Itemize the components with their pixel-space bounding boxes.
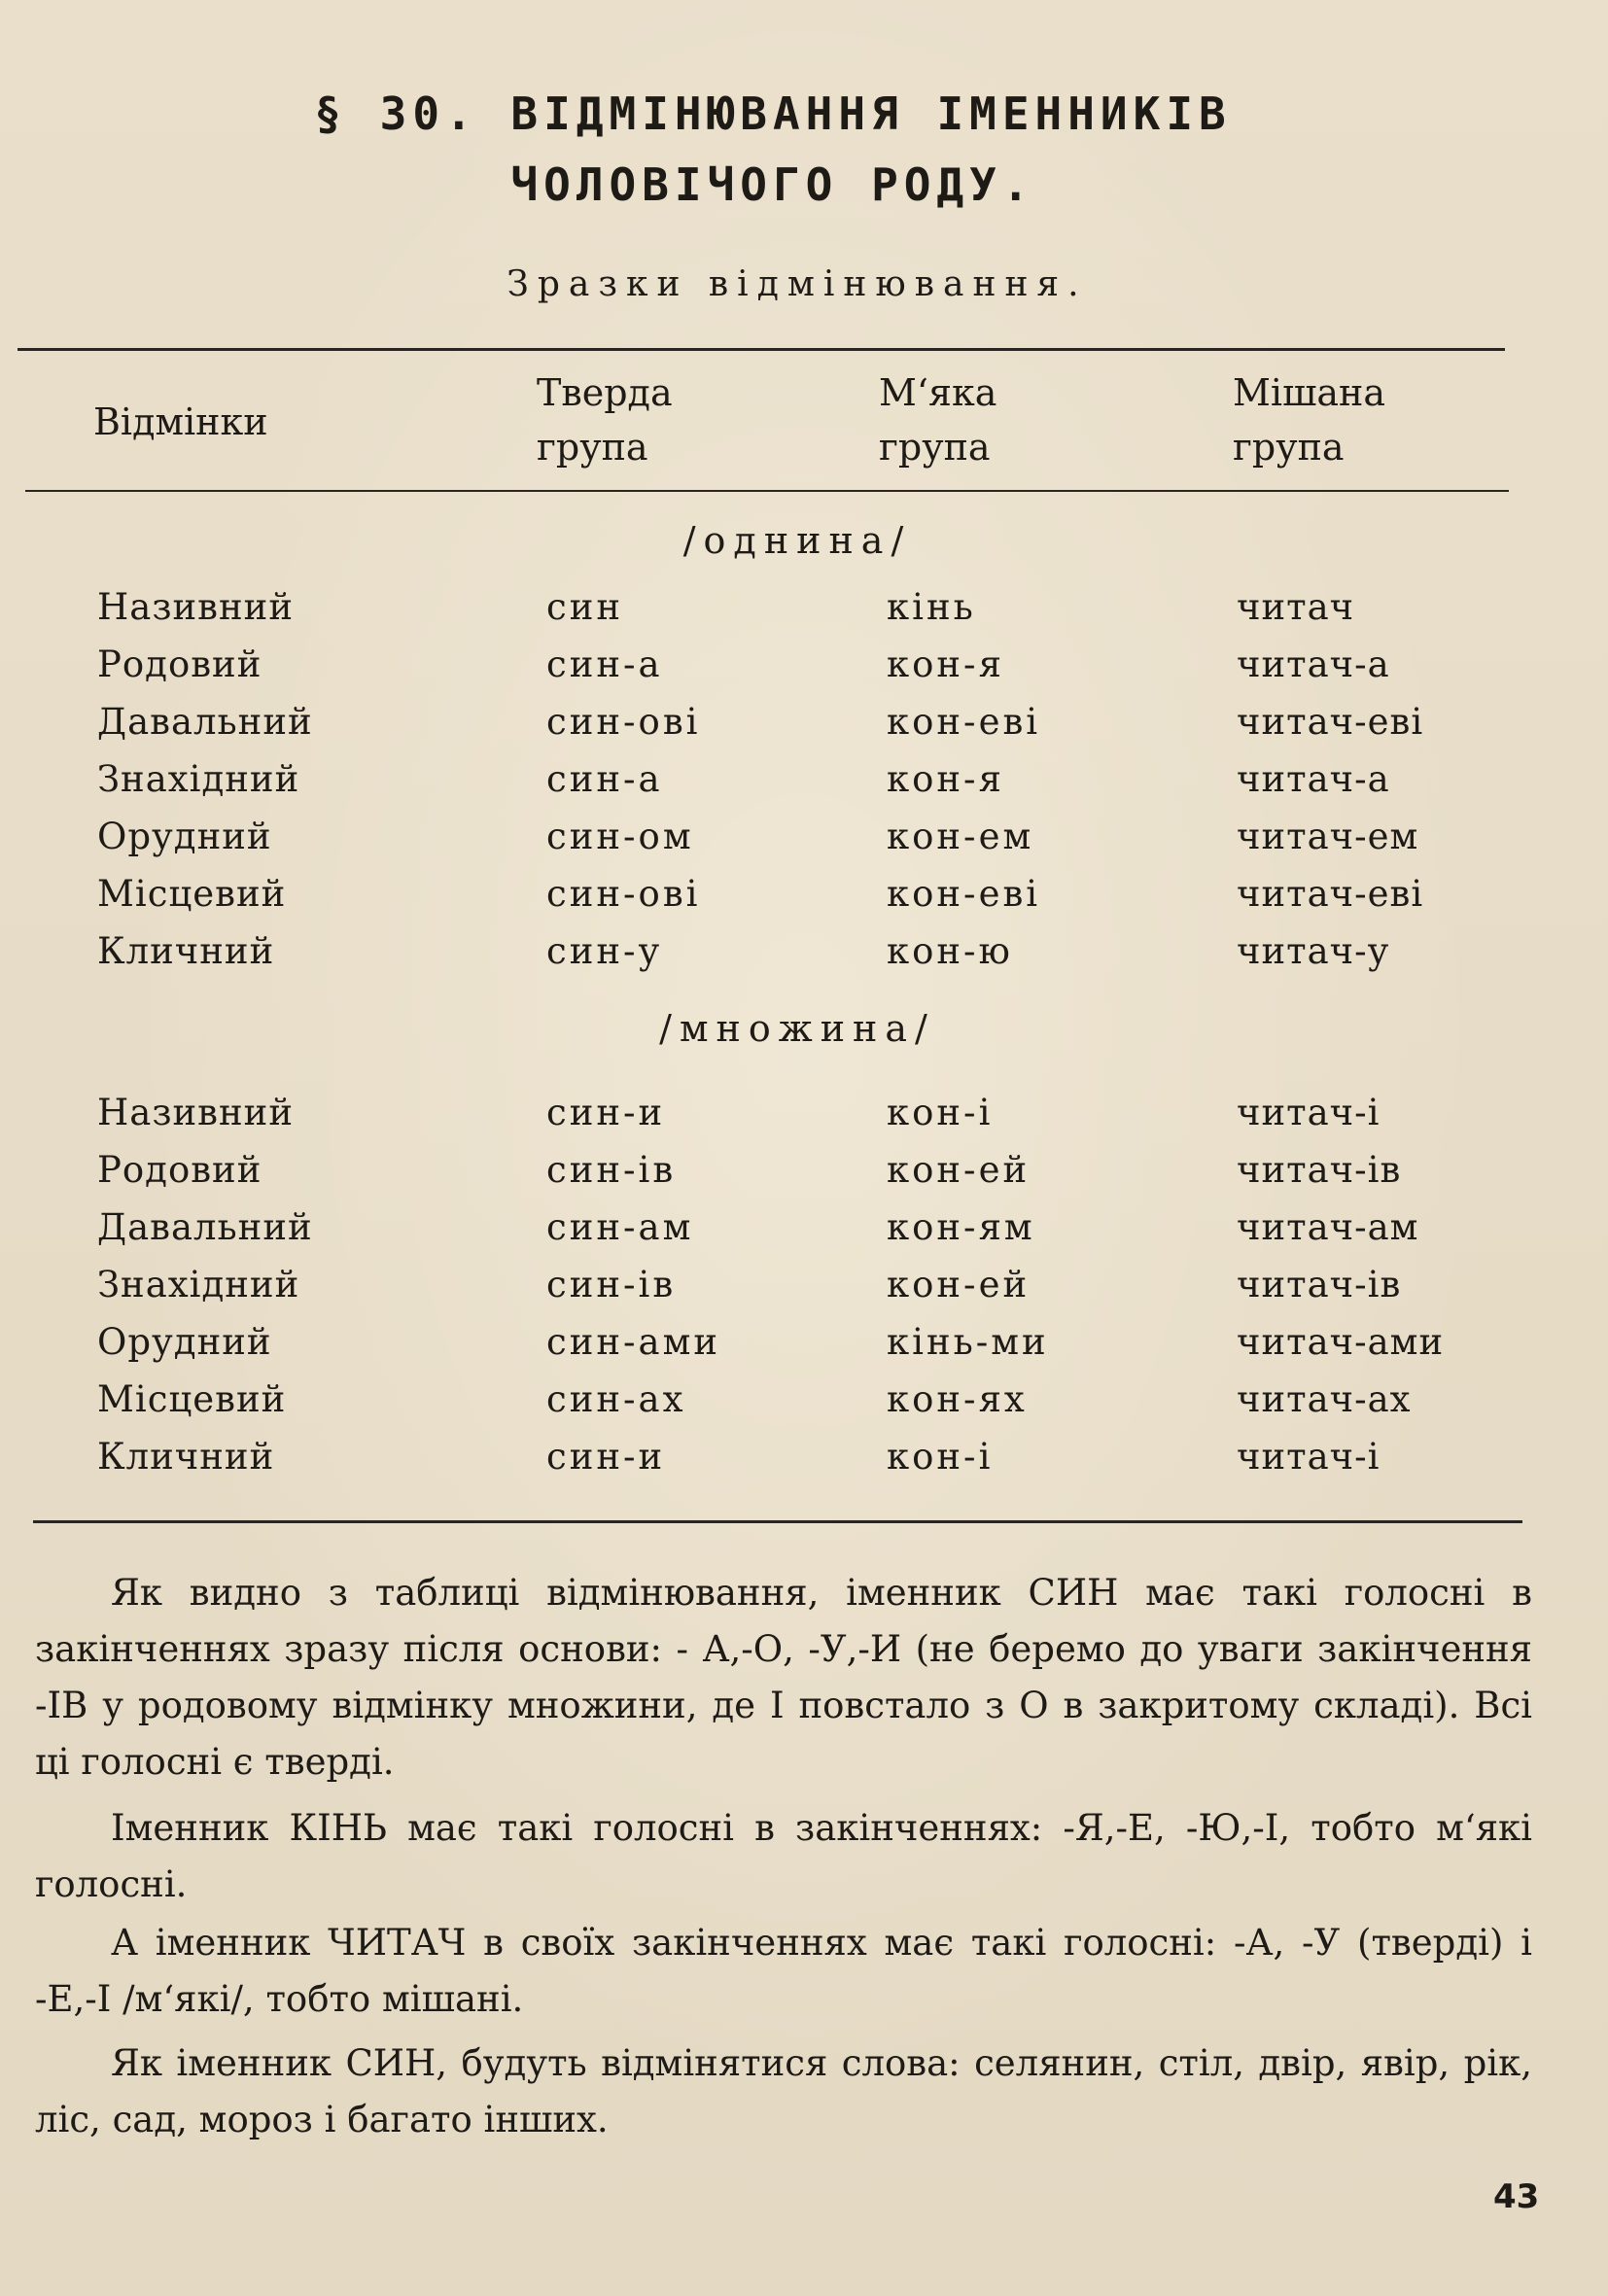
mixed-group-cell: читач (1237, 586, 1355, 628)
soft-group-cell: кон-я (887, 644, 1004, 685)
case-name-cell: Давальний (97, 701, 313, 743)
section-heading-line-2: ЧОЛОВІЧОГО РОДУ. (510, 158, 1035, 211)
column-header-mixed-line-1: Мішана (1233, 371, 1386, 414)
mixed-group-cell: читач-ем (1237, 816, 1419, 857)
case-name-cell: Місцевий (97, 873, 287, 915)
column-header-hard-line-1: Тверда (537, 371, 673, 414)
case-name-cell: Місцевий (97, 1378, 287, 1420)
case-name-cell: Кличний (97, 1436, 275, 1478)
soft-group-cell: кон-я (887, 758, 1004, 800)
table-subtitle: Зразки відмінювання. (507, 264, 1088, 304)
column-header-hard-group (537, 365, 673, 474)
hard-group-cell: син-у (546, 930, 663, 972)
table-row (0, 1149, 1608, 1203)
mixed-group-cell: читач-еві (1237, 873, 1424, 915)
column-header-soft-line-1: М‘яка (879, 371, 997, 414)
column-header-cases-text: Відмінки (93, 400, 268, 443)
table-bottom-rule (33, 1520, 1522, 1523)
hard-group-cell: син-и (546, 1092, 666, 1133)
case-name-cell: Орудний (97, 816, 272, 857)
soft-group-cell: кон-ей (887, 1264, 1031, 1305)
soft-group-cell: кінь-ми (887, 1321, 1049, 1363)
plural-section-label: /множина/ (659, 1007, 935, 1050)
column-header-soft-line-2: група (879, 426, 991, 469)
case-name-cell: Орудний (97, 1321, 272, 1363)
case-name-cell: Родовий (97, 644, 262, 685)
paragraph-kin-explanation: Іменник КІНЬ має такі голосні в закінченнях: -Я,-Е, -Ю,-І, тобто м‘які голосні. (35, 1807, 1532, 1905)
soft-group-cell: кон-і (887, 1092, 994, 1133)
soft-group-cell: кон-і (887, 1436, 994, 1478)
case-name-cell: Називний (97, 1092, 294, 1133)
case-name-cell: Називний (97, 586, 294, 628)
column-header-mixed-line-2: група (1233, 426, 1345, 469)
table-row (0, 873, 1608, 927)
column-header-soft-group (879, 365, 996, 474)
table-row (0, 1092, 1608, 1146)
table-row (0, 644, 1608, 698)
column-header-cases (93, 395, 268, 449)
section-heading-line-1: § 30. ВІДМІНЮВАННЯ ІМЕННИКІВ (314, 87, 1232, 140)
singular-section-label: /однина/ (682, 519, 912, 562)
mixed-group-cell: читач-ів (1237, 1149, 1402, 1191)
mixed-group-cell: читач-еві (1237, 701, 1424, 743)
table-header-rule (25, 490, 1509, 492)
hard-group-cell: син-ові (546, 701, 701, 743)
soft-group-cell: кон-ях (887, 1378, 1028, 1420)
hard-group-cell: син-ами (546, 1321, 721, 1363)
mixed-group-cell: читач-і (1237, 1092, 1381, 1133)
hard-group-cell: син (546, 586, 624, 628)
table-row (0, 758, 1608, 813)
hard-group-cell: син-ів (546, 1264, 677, 1305)
case-name-cell: Знахідний (97, 758, 300, 800)
soft-group-cell: кон-ем (887, 816, 1034, 857)
hard-group-cell: син-ам (546, 1206, 694, 1248)
case-name-cell: Давальний (97, 1206, 313, 1248)
table-row (0, 1264, 1608, 1318)
table-row (0, 701, 1608, 755)
paragraph-declension-examples: Як іменник СИН, будуть відмінятися слова: селянин, стіл, двір, явір, рік, ліс, сад, мороз і багато інших. (35, 2042, 1532, 2140)
soft-group-cell: кон-ям (887, 1206, 1035, 1248)
table-row (0, 930, 1608, 985)
column-header-hard-line-2: група (537, 426, 648, 469)
table-top-rule (17, 348, 1505, 351)
paragraph-syn-explanation: Як видно з таблиці відмінювання, іменник СИН має такі голосні в закінченнях зразу після основи: - А,-О, -У,-И (не беремо до уваги закінчення -ІВ у родовому відмінку множини, де І повстало з О в закритому складі). Всі ці голосні є тверді. (35, 1572, 1532, 1783)
table-row (0, 586, 1608, 641)
mixed-group-cell: читач-а (1237, 758, 1390, 800)
soft-group-cell: кон-еві (887, 701, 1041, 743)
case-name-cell: Родовий (97, 1149, 262, 1191)
table-row (0, 1206, 1608, 1261)
hard-group-cell: син-ом (546, 816, 694, 857)
page-number: 43 (1493, 2177, 1540, 2216)
mixed-group-cell: читач-ів (1237, 1264, 1402, 1305)
mixed-group-cell: читач-ами (1237, 1321, 1445, 1363)
mixed-group-cell: читач-і (1237, 1436, 1381, 1478)
mixed-group-cell: читач-ам (1237, 1206, 1419, 1248)
hard-group-cell: син-ах (546, 1378, 686, 1420)
table-row (0, 1436, 1608, 1490)
hard-group-cell: син-а (546, 644, 663, 685)
column-header-mixed-group (1233, 365, 1385, 474)
case-name-cell: Кличний (97, 930, 275, 972)
table-row (0, 1378, 1608, 1433)
soft-group-cell: кон-ей (887, 1149, 1031, 1191)
hard-group-cell: син-ові (546, 873, 701, 915)
paragraph-chytach-explanation: А іменник ЧИТАЧ в своїх закінченнях має такі голосні: -А, -У (тверді) і -Е,-І /м‘які/, тобто мішані. (35, 1922, 1532, 2020)
mixed-group-cell: читач-а (1237, 644, 1390, 685)
table-row (0, 816, 1608, 870)
table-row (0, 1321, 1608, 1375)
hard-group-cell: син-ів (546, 1149, 677, 1191)
mixed-group-cell: читач-ах (1237, 1378, 1412, 1420)
soft-group-cell: кон-еві (887, 873, 1041, 915)
hard-group-cell: син-а (546, 758, 663, 800)
case-name-cell: Знахідний (97, 1264, 300, 1305)
soft-group-cell: кон-ю (887, 930, 1013, 972)
soft-group-cell: кінь (887, 586, 976, 628)
hard-group-cell: син-и (546, 1436, 666, 1478)
mixed-group-cell: читач-у (1237, 930, 1390, 972)
